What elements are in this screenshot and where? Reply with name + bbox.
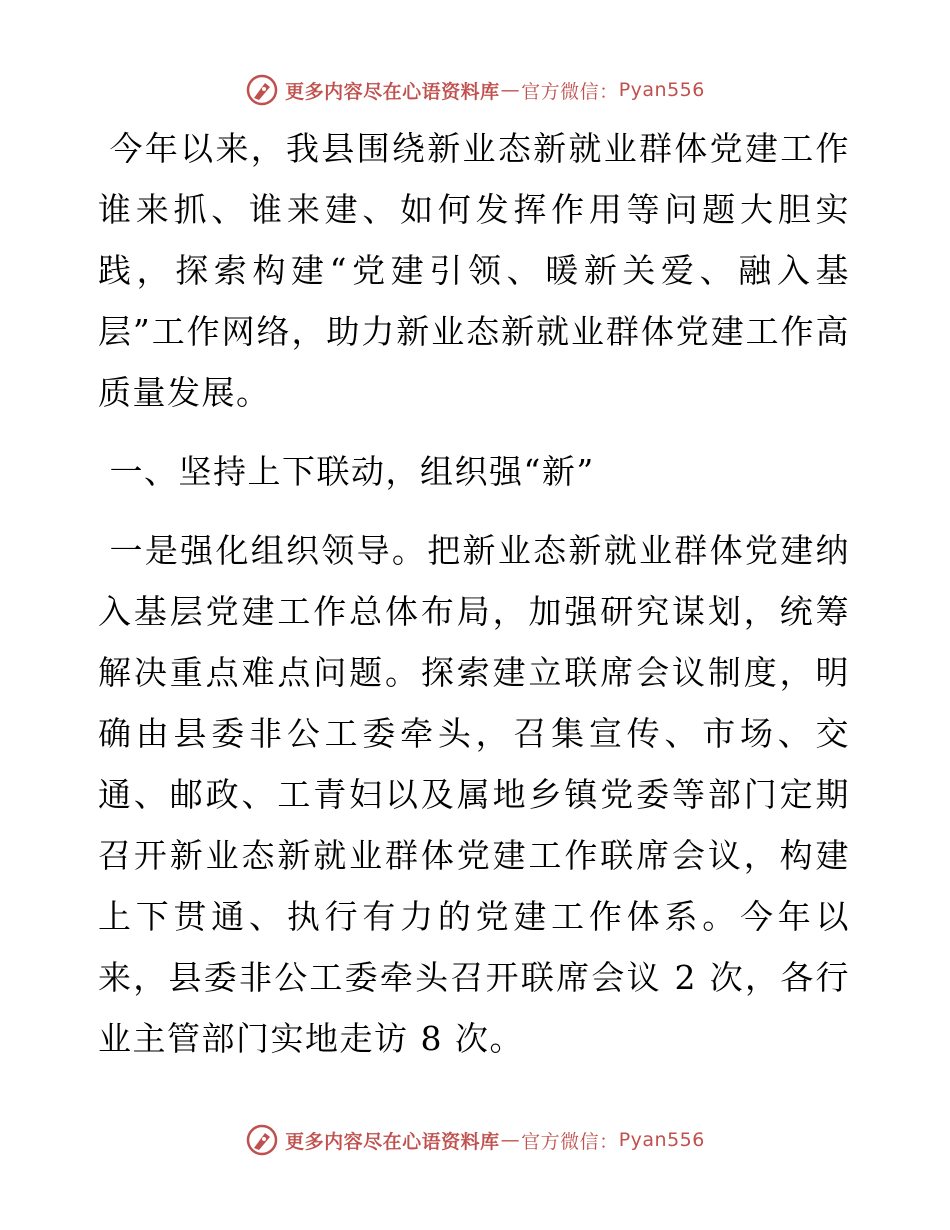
watermark-brand: 更多内容尽在心语资料库 — [285, 80, 500, 103]
watermark-wechat-label: 官方微信： — [521, 80, 619, 103]
document-body — [98, 118, 850, 1069]
watermark-wechat-label: 官方微信： — [521, 1130, 619, 1153]
header-watermark — [0, 70, 950, 110]
pen-nib-circle-icon — [245, 1123, 279, 1157]
footer-watermark — [0, 1120, 950, 1160]
watermark-brand: 更多内容尽在心语资料库 — [285, 1130, 500, 1153]
watermark-dash: — — [500, 79, 521, 101]
watermark-wechat-id: Pyan556 — [618, 1129, 705, 1151]
section-heading: 一、坚持上下联动，组织强“新” — [109, 452, 595, 491]
intro-paragraph: 今年以来，我县围绕新业态新就业群体党建工作谁来抓、谁来建、如何发挥作用等问题大胆实践，探索构建“党建引领、暖新关爱、融入基层”工作网络，助力新业态新就业群体党建工作高质量发展。 — [98, 129, 850, 412]
body-paragraph: 一是强化组织领导。把新业态新就业群体党建纳入基层党建工作总体布局，加强研究谋划，统筹解决重点难点问题。探索建立联席会议制度，明确由县委非公工委牵头，召集宣传、市场、交通、邮政、工青妇以及属地乡镇党委等部门定期召开新业态新就业群体党建工作联席会议，构建上下贯通、执行有力的党建工作体系。今年以来，县委非公工委牵头召开联席会议 2 次，各行业主管部门实地走访 8 次。 — [98, 531, 850, 1058]
pen-nib-circle-icon — [245, 73, 279, 107]
watermark-dash: — — [500, 1129, 521, 1151]
watermark-wechat-id: Pyan556 — [618, 79, 705, 101]
